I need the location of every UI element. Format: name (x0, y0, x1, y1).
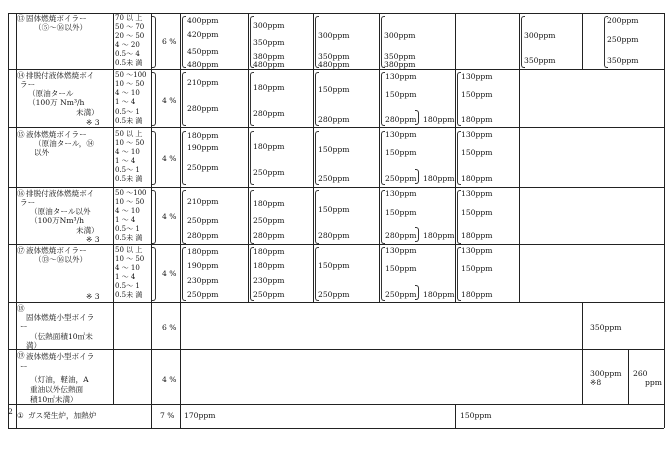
scale-value: 70 以 上 (115, 14, 143, 22)
row-note: ※ 3 (86, 292, 100, 301)
rule (8, 244, 664, 245)
limit-value: 180ppm (423, 290, 455, 299)
limit-value: 150ppm (461, 264, 493, 273)
row-title-line: 液体燃焼ボイラー (26, 246, 87, 255)
row-number: ⑬ (17, 14, 25, 23)
limit-value: 180ppm (187, 247, 219, 256)
limit-value: 150ppm (318, 261, 350, 270)
limit-value: 130ppm (461, 246, 493, 255)
limit-value: 300ppm (384, 31, 416, 40)
limit-value: 260 (633, 369, 648, 378)
limit-value: 150ppm (318, 145, 350, 154)
brace (415, 285, 419, 300)
row-title-line: 液体燃焼ボイラー (26, 130, 87, 139)
scale-value: 4 ～ 10 (115, 89, 140, 97)
rule (582, 302, 583, 404)
rule (8, 69, 664, 70)
limit-value: 350ppm (253, 38, 285, 47)
row-number: ⑭ (17, 71, 25, 80)
o2-percent: 4 % (162, 212, 177, 221)
row-number: ⑲ (17, 351, 25, 360)
limit-value: 480ppm (187, 60, 219, 69)
rule (455, 13, 456, 302)
limit-value: 250ppm (318, 174, 350, 183)
limit-value: 280ppm (187, 104, 219, 113)
scale-value: 0.5～ 1 (115, 282, 140, 290)
row-title-line: （⑬～⑯以外） (34, 255, 88, 264)
limit-value: 180ppm (187, 131, 219, 140)
rule (664, 13, 665, 428)
scale-value: 50 ～100 (115, 189, 147, 197)
scale-value: 1 ～ 4 (115, 157, 136, 165)
row-title-line: （100万 Nm³/h (28, 98, 85, 107)
limit-value: 380ppm (384, 60, 416, 69)
limit-unit: ppm (645, 378, 662, 387)
o2-percent: 4 % (162, 269, 177, 278)
rule (248, 13, 249, 302)
scale-value: 50 ～ 70 (115, 23, 145, 31)
limit-value: 280ppm (318, 115, 350, 124)
limit-value: 300ppm (253, 21, 285, 30)
rule (8, 13, 664, 14)
scale-value: 0.5未 満 (115, 291, 143, 299)
scale-value: 1 ～ 4 (115, 98, 136, 106)
scale-value: 50 以 上 (115, 246, 143, 254)
scale-value: 4 ～ 10 (115, 207, 140, 215)
limit-value: 150ppm (461, 90, 493, 99)
rule (379, 13, 380, 302)
limit-value: 180ppm (423, 115, 455, 124)
scale-value: 1 ～ 4 (115, 216, 136, 224)
row-number: ⑰ (17, 246, 25, 255)
row-title-line: 以外 (34, 148, 50, 157)
scale-value: 50 以 上 (115, 130, 143, 138)
limit-value: 280ppm (253, 109, 285, 118)
row-title-line: 排脱付液体燃焼ボイ (26, 189, 95, 198)
row-title-line: 液体燃焼小型ボイラ (26, 352, 95, 361)
limit-value: 250ppm (253, 290, 285, 299)
rule (8, 428, 664, 429)
o2-percent: 4 % (162, 154, 177, 163)
brace (415, 227, 419, 242)
rule (8, 349, 664, 350)
limit-value: 130ppm (461, 72, 493, 81)
limit-value: 150ppm (385, 264, 417, 273)
o2-percent: 4 % (162, 96, 177, 105)
row-title-line: ラー (20, 198, 36, 207)
limit-value: 150ppm (318, 85, 350, 94)
limit-value: 150ppm (385, 208, 417, 217)
row-title-line: （伝熱面積10㎡未 (30, 332, 93, 341)
rule (8, 127, 664, 128)
limit-value: 150ppm (385, 148, 417, 157)
brace (182, 16, 186, 68)
limit-value: 180ppm (253, 261, 285, 270)
limit-value: 280ppm (187, 231, 219, 240)
rule (8, 187, 664, 188)
limit-value: 300ppm (590, 369, 622, 378)
brace (415, 110, 419, 125)
limit-value: 280ppm (253, 231, 285, 240)
limit-value: 250ppm (253, 168, 285, 177)
scale-value: 0.5未 満 (115, 117, 143, 125)
brace (415, 169, 419, 184)
brace (182, 247, 186, 301)
limit-value: 180ppm (461, 231, 493, 240)
scale-value: 10 ～ 50 (115, 255, 145, 263)
scale-value: 0.5～ 4 (115, 50, 140, 58)
limit-value: 300ppm (524, 31, 556, 40)
limit-value: 350ppm (590, 323, 622, 332)
limit-value: 380ppm (253, 52, 285, 61)
limit-value: 180ppm (253, 199, 285, 208)
row-title-line: （原油タール，⑭ (34, 139, 94, 148)
row-title-line: ー (20, 362, 28, 371)
limit-value: 420ppm (187, 30, 219, 39)
limit-value: 400ppm (187, 16, 219, 25)
rule (455, 404, 456, 428)
brace (152, 16, 156, 68)
limit-value: 150ppm (318, 205, 350, 214)
rule (628, 349, 629, 404)
limit-value: 350ppm (607, 56, 639, 65)
scale-value: 4 ～ 10 (115, 264, 140, 272)
row-title-line: ラー (20, 80, 36, 89)
row-title-line: （原油タール (28, 89, 74, 98)
limit-value: 250ppm (318, 290, 350, 299)
row-title-line: 固体燃焼小型ボイラ (26, 313, 95, 322)
row-title-line: ガス発生炉，加熱炉 (28, 411, 97, 420)
limit-value: 170ppm (184, 411, 216, 420)
scale-value: 0.5～ 1 (115, 166, 140, 174)
row-title-line: （⑤～⑯以外） (34, 23, 88, 32)
limit-value: 180ppm (253, 142, 285, 151)
rule (8, 302, 664, 303)
row-number: ⑯ (17, 189, 25, 198)
limit-value: 250ppm (385, 174, 417, 183)
row-note: ※ 3 (86, 235, 100, 244)
limit-value: 280ppm (385, 115, 417, 124)
limit-value: 350ppm (318, 52, 350, 61)
rule (180, 13, 181, 428)
limit-value: 190ppm (187, 261, 219, 270)
limit-value: 250ppm (253, 216, 285, 225)
limit-value: 150ppm (460, 411, 492, 420)
o2-percent: 7 % (160, 411, 175, 420)
scale-value: 0.5未 満 (115, 234, 143, 242)
limit-value: 130ppm (461, 130, 493, 139)
limit-value: 180ppm (253, 247, 285, 256)
limit-value: 250ppm (607, 35, 639, 44)
limit-value: 480ppm (253, 60, 285, 69)
brace (152, 190, 156, 244)
limit-value: 300ppm (318, 31, 350, 40)
limit-value: 200ppm (607, 16, 639, 25)
scale-value: 0.5～ 1 (115, 108, 140, 116)
limit-value: 130ppm (461, 189, 493, 198)
limit-value: 150ppm (461, 148, 493, 157)
limit-value: 180ppm (423, 231, 455, 240)
scale-value: 0.5未 満 (115, 175, 143, 183)
row-title-line: 未満） (76, 108, 99, 117)
row-title-line: 満） (26, 341, 42, 350)
row-title-line: （100万Nm³/h (30, 216, 85, 225)
brace (182, 131, 186, 185)
scale-value: 4 ～ 20 (115, 41, 140, 49)
limit-value: 130ppm (385, 189, 417, 198)
row-number: ⑮ (17, 130, 25, 139)
scale-value: 0.5未 満 (115, 59, 143, 67)
rule (313, 13, 314, 302)
limit-value: 130ppm (385, 72, 417, 81)
rule (582, 13, 583, 69)
limit-value: 150ppm (461, 208, 493, 217)
brace (182, 72, 186, 126)
section-number: 2 (8, 407, 13, 416)
scale-value: 4 ～ 10 (115, 148, 140, 156)
limit-value: 210ppm (187, 197, 219, 206)
rule (8, 13, 9, 428)
limit-value: 180ppm (461, 115, 493, 124)
limit-value: 450ppm (187, 47, 219, 56)
limit-value: 230ppm (187, 276, 219, 285)
scale-value: 20 ～ 50 (115, 32, 145, 40)
row-title-line: 重油以外伝熱面 (30, 385, 84, 394)
scale-value: 10 ～ 50 (115, 198, 145, 206)
row-number: ⑱ (17, 304, 25, 313)
limit-value: 230ppm (253, 276, 285, 285)
brace (152, 247, 156, 301)
limit-value: 180ppm (423, 174, 455, 183)
rule (8, 404, 664, 405)
limit-value: 280ppm (318, 231, 350, 240)
brace (152, 72, 156, 126)
limit-value: 250ppm (187, 163, 219, 172)
limit-value: 180ppm (461, 290, 493, 299)
limit-note: ※8 (590, 378, 602, 387)
brace (152, 131, 156, 185)
brace (182, 190, 186, 244)
scale-value: 10 ～ 50 (115, 139, 145, 147)
row-title-line: 未満） (76, 226, 99, 235)
row-title-line: （原油タール以外 (30, 207, 91, 216)
o2-percent: 6 % (162, 323, 177, 332)
scale-value: 50 ～100 (115, 71, 147, 79)
limit-value: 250ppm (187, 290, 219, 299)
rule (113, 13, 114, 404)
limit-value: 250ppm (385, 290, 417, 299)
limit-value: 130ppm (385, 130, 417, 139)
row-number: ① (17, 411, 24, 420)
row-title-line: 固体燃焼ボイラー (26, 14, 87, 23)
limit-value: 350ppm (524, 56, 556, 65)
limit-value: 180ppm (461, 174, 493, 183)
limit-value: 350ppm (384, 52, 416, 61)
limit-value: 210ppm (187, 78, 219, 87)
limit-value: 250ppm (187, 216, 219, 225)
limit-value: 130ppm (385, 246, 417, 255)
row-title-line: （灯油，軽油，A (30, 375, 89, 384)
row-title-line: ー (20, 322, 28, 331)
row-title-line: 積10㎡未満） (30, 395, 78, 404)
limit-value: 150ppm (385, 90, 417, 99)
row-note: ※ 3 (86, 118, 100, 127)
rule (455, 13, 456, 14)
o2-percent: 4 % (162, 375, 177, 384)
scale-value: 1 ～ 4 (115, 273, 136, 281)
limit-value: 480ppm (318, 60, 350, 69)
limit-value: 280ppm (385, 231, 417, 240)
o2-percent: 6 % (162, 37, 177, 46)
rule (519, 13, 520, 302)
row-title-line: 排脱付液体燃焼ボイ (26, 71, 95, 80)
scale-value: 0.5～ 1 (115, 225, 140, 233)
limit-value: 190ppm (187, 143, 219, 152)
limit-value: 180ppm (253, 83, 285, 92)
scale-value: 10 ～ 50 (115, 80, 145, 88)
